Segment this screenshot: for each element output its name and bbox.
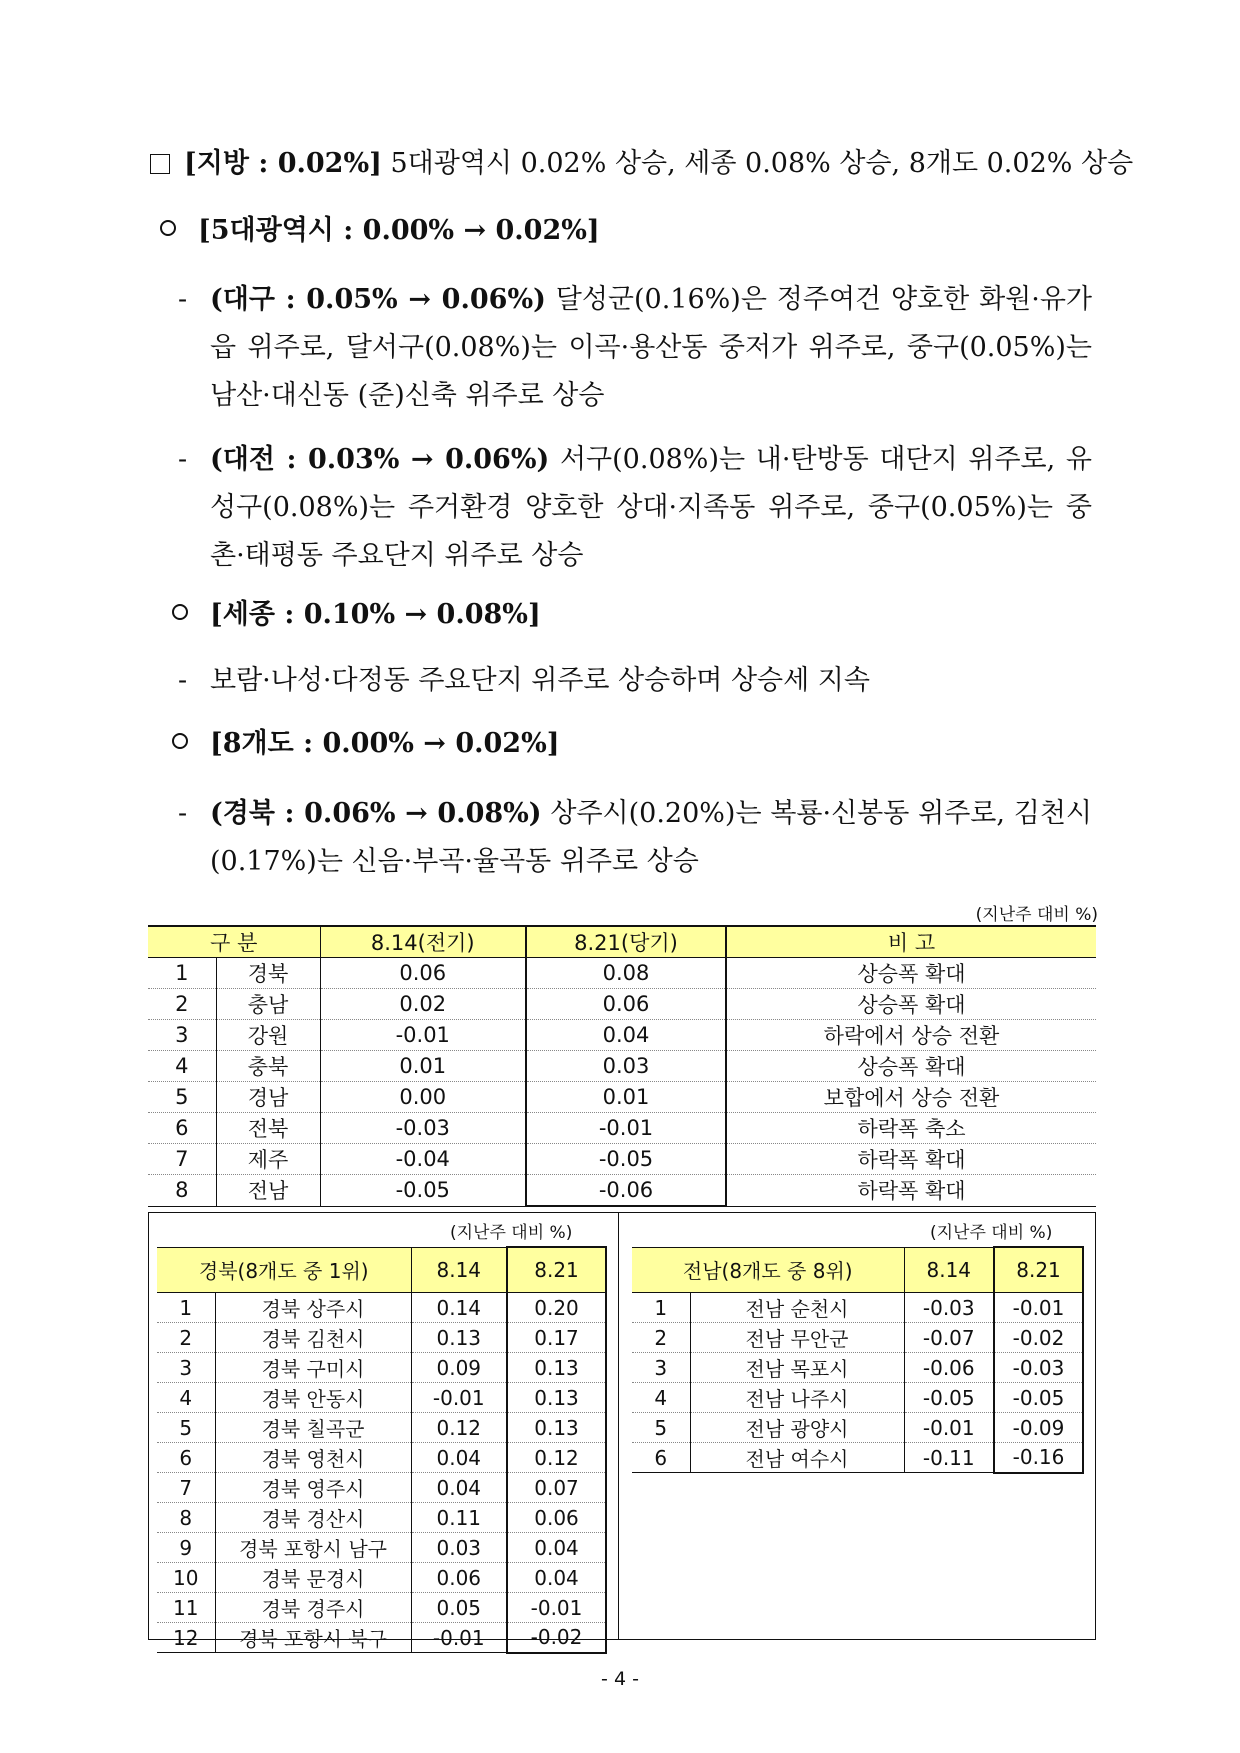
gyeongbuk-detail-table <box>157 1246 607 1654</box>
sejong-paragraph <box>210 657 1092 705</box>
table-row <box>157 1503 606 1533</box>
table-header-row <box>157 1247 606 1293</box>
cell-current-week: -0.02 <box>994 1323 1083 1353</box>
table-row <box>157 1473 606 1503</box>
cell-rank: 3 <box>632 1353 690 1383</box>
cell-current-week: -0.06 <box>526 1175 726 1207</box>
cell-rank: 4 <box>632 1383 690 1413</box>
cell-region: 경북 구미시 <box>215 1353 411 1383</box>
cell-region: 경북 포항시 북구 <box>215 1623 411 1653</box>
detail-tables-divider <box>618 1212 619 1640</box>
dash-bullet: - <box>178 798 188 829</box>
cell-rank: 8 <box>157 1503 215 1533</box>
cell-current-week: 0.06 <box>507 1503 606 1533</box>
table-row <box>632 1413 1083 1443</box>
table-row <box>148 1175 1096 1207</box>
cell-region: 경북 영주시 <box>215 1473 411 1503</box>
dash-bullet: - <box>178 284 188 315</box>
cell-prev-week: 0.06 <box>320 958 526 989</box>
cell-prev-week: -0.07 <box>904 1323 994 1353</box>
jn-header-prev: 8.14 <box>904 1247 994 1293</box>
table-row <box>632 1293 1083 1323</box>
cell-prev-week: -0.05 <box>320 1175 526 1207</box>
cell-current-week: 0.07 <box>507 1473 606 1503</box>
summary-text: 5대광역시 0.02% 상승, 세종 0.08% 상승, 8개도 0.02% 상승 <box>390 148 1134 179</box>
sejong-text: 보람·나성·다정동 주요단지 위주로 상승하며 상승세 지속 <box>210 665 870 696</box>
cell-prev-week: 0.03 <box>411 1533 507 1563</box>
cell-current-week: -0.16 <box>994 1443 1083 1473</box>
cell-rank: 7 <box>157 1473 215 1503</box>
cell-current-week: 0.13 <box>507 1383 606 1413</box>
cell-region: 전북 <box>216 1113 320 1144</box>
cell-region: 경북 <box>216 958 320 989</box>
cell-prev-week: 0.04 <box>411 1473 507 1503</box>
cell-rank: 3 <box>148 1020 216 1051</box>
table-row <box>632 1443 1083 1473</box>
cell-remarks: 상승폭 확대 <box>726 1051 1096 1082</box>
circle-bullet-icon <box>160 220 176 236</box>
circle-bullet-icon <box>172 604 188 620</box>
cell-rank: 11 <box>157 1593 215 1623</box>
cell-rank: 10 <box>157 1563 215 1593</box>
daejeon-paragraph <box>210 436 1092 580</box>
cell-current-week: -0.01 <box>507 1593 606 1623</box>
cell-prev-week: 0.11 <box>411 1503 507 1533</box>
table-row <box>632 1323 1083 1353</box>
dash-bullet: - <box>178 444 188 475</box>
cell-region: 경북 문경시 <box>215 1563 411 1593</box>
cell-remarks: 하락폭 확대 <box>726 1144 1096 1175</box>
cell-region: 경북 상주시 <box>215 1293 411 1323</box>
table-row <box>148 1113 1096 1144</box>
cell-prev-week: -0.11 <box>904 1443 994 1473</box>
provinces-heading-line <box>172 727 560 761</box>
table-row <box>157 1323 606 1353</box>
cell-rank: 6 <box>148 1113 216 1144</box>
cell-region: 경북 안동시 <box>215 1383 411 1413</box>
cell-region: 충북 <box>216 1051 320 1082</box>
summary-bracket: [지방 : 0.02%] <box>184 148 382 179</box>
cell-prev-week: 0.05 <box>411 1593 507 1623</box>
cell-rank: 5 <box>148 1082 216 1113</box>
table-row <box>632 1353 1083 1383</box>
cell-rank: 12 <box>157 1623 215 1653</box>
cell-remarks: 하락에서 상승 전환 <box>726 1020 1096 1051</box>
checkbox-square-icon <box>150 154 170 174</box>
summary-line <box>150 147 1133 181</box>
cell-prev-week: -0.06 <box>904 1353 994 1383</box>
cell-prev-week: -0.03 <box>320 1113 526 1144</box>
cell-region: 경북 포항시 남구 <box>215 1533 411 1563</box>
table-row <box>148 958 1096 989</box>
cell-current-week: 0.06 <box>526 989 726 1020</box>
cell-current-week: -0.05 <box>526 1144 726 1175</box>
cell-current-week: -0.09 <box>994 1413 1083 1443</box>
cell-prev-week: 0.01 <box>320 1051 526 1082</box>
gb-header-region: 경북(8개도 중 1위) <box>157 1247 411 1293</box>
table-row <box>632 1383 1083 1413</box>
table-row <box>157 1533 606 1563</box>
table-row <box>157 1293 606 1323</box>
cell-prev-week: 0.12 <box>411 1413 507 1443</box>
cell-region: 경북 영천시 <box>215 1443 411 1473</box>
gb-table-unit: (지난주 대비 %) <box>450 1223 573 1243</box>
cell-region: 경북 김천시 <box>215 1323 411 1353</box>
jn-header-region: 전남(8개도 중 8위) <box>632 1247 904 1293</box>
cell-prev-week: -0.01 <box>320 1020 526 1051</box>
cell-prev-week: 0.02 <box>320 989 526 1020</box>
daejeon-label: (대전 : 0.03% → 0.06%) <box>210 444 550 475</box>
sejong-heading-line <box>172 598 541 632</box>
table-row <box>157 1353 606 1383</box>
table-row <box>148 1020 1096 1051</box>
daegu-label: (대구 : 0.05% → 0.06%) <box>210 284 546 315</box>
cell-rank: 2 <box>157 1323 215 1353</box>
table-row <box>148 989 1096 1020</box>
cell-prev-week: 0.00 <box>320 1082 526 1113</box>
table-row <box>148 1144 1096 1175</box>
cell-current-week: 0.08 <box>526 958 726 989</box>
cell-prev-week: -0.01 <box>411 1623 507 1653</box>
cell-rank: 1 <box>148 958 216 989</box>
cell-current-week: 0.12 <box>507 1443 606 1473</box>
gb-header-current: 8.21 <box>507 1247 606 1293</box>
sejong-heading: [세종 : 0.10% → 0.08%] <box>210 599 541 630</box>
cell-prev-week: -0.03 <box>904 1293 994 1323</box>
cell-rank: 9 <box>157 1533 215 1563</box>
cell-current-week: 0.04 <box>507 1533 606 1563</box>
table-row <box>157 1593 606 1623</box>
table-row <box>157 1383 606 1413</box>
gyeongbuk-text: 상주시(0.20%)는 복룡·신봉동 위주로, 김천시(0.17%)는 신음·부곡·율곡동 위주로 상승 <box>210 798 1092 877</box>
header-prev-week: 8.14(전기) <box>320 926 526 958</box>
header-category: 구 분 <box>148 926 320 958</box>
cell-current-week: 0.01 <box>526 1082 726 1113</box>
cell-remarks: 하락폭 확대 <box>726 1175 1096 1207</box>
cell-current-week: 0.17 <box>507 1323 606 1353</box>
cell-current-week: 0.13 <box>507 1413 606 1443</box>
cell-region: 전남 목포시 <box>690 1353 904 1383</box>
cell-current-week: 0.03 <box>526 1051 726 1082</box>
cell-prev-week: 0.06 <box>411 1563 507 1593</box>
metro-heading-line <box>160 214 600 248</box>
provinces-heading: [8개도 : 0.00% → 0.02%] <box>210 728 560 759</box>
cell-region: 전남 광양시 <box>690 1413 904 1443</box>
table-row <box>148 1082 1096 1113</box>
main-table-unit: (지난주 대비 %) <box>975 905 1098 925</box>
cell-prev-week: 0.04 <box>411 1443 507 1473</box>
cell-region: 전남 <box>216 1175 320 1207</box>
cell-current-week: 0.13 <box>507 1353 606 1383</box>
cell-rank: 6 <box>157 1443 215 1473</box>
cell-rank: 5 <box>157 1413 215 1443</box>
cell-rank: 8 <box>148 1175 216 1207</box>
cell-prev-week: -0.05 <box>904 1383 994 1413</box>
cell-rank: 4 <box>157 1383 215 1413</box>
cell-region: 전남 순천시 <box>690 1293 904 1323</box>
gyeongbuk-paragraph <box>210 790 1092 886</box>
cell-region: 경남 <box>216 1082 320 1113</box>
table-row <box>148 1051 1096 1082</box>
cell-rank: 2 <box>148 989 216 1020</box>
table-row <box>157 1623 606 1653</box>
cell-current-week: 0.04 <box>526 1020 726 1051</box>
table-body <box>632 1293 1083 1473</box>
table-body <box>148 958 1096 1207</box>
cell-prev-week: -0.04 <box>320 1144 526 1175</box>
cell-rank: 7 <box>148 1144 216 1175</box>
cell-rank: 6 <box>632 1443 690 1473</box>
cell-region: 전남 나주시 <box>690 1383 904 1413</box>
cell-prev-week: 0.14 <box>411 1293 507 1323</box>
table-body <box>157 1293 606 1653</box>
cell-remarks: 하락폭 축소 <box>726 1113 1096 1144</box>
table-row <box>157 1443 606 1473</box>
daegu-paragraph <box>210 276 1092 420</box>
jn-header-current: 8.21 <box>994 1247 1083 1293</box>
cell-prev-week: -0.01 <box>411 1383 507 1413</box>
gyeongbuk-label: (경북 : 0.06% → 0.08%) <box>210 798 542 829</box>
header-current-week: 8.21(당기) <box>526 926 726 958</box>
cell-region: 경북 칠곡군 <box>215 1413 411 1443</box>
cell-remarks: 상승폭 확대 <box>726 958 1096 989</box>
table-row <box>157 1413 606 1443</box>
cell-current-week: -0.01 <box>526 1113 726 1144</box>
cell-current-week: -0.02 <box>507 1623 606 1653</box>
cell-rank: 4 <box>148 1051 216 1082</box>
cell-current-week: -0.03 <box>994 1353 1083 1383</box>
table-header-row <box>632 1247 1083 1293</box>
cell-rank: 1 <box>157 1293 215 1323</box>
table-header-row <box>148 926 1096 958</box>
circle-bullet-icon <box>172 733 188 749</box>
cell-rank: 1 <box>632 1293 690 1323</box>
cell-prev-week: 0.09 <box>411 1353 507 1383</box>
cell-current-week: 0.20 <box>507 1293 606 1323</box>
cell-region: 경북 경산시 <box>215 1503 411 1533</box>
cell-rank: 3 <box>157 1353 215 1383</box>
jn-table-unit: (지난주 대비 %) <box>930 1223 1053 1243</box>
cell-current-week: -0.05 <box>994 1383 1083 1413</box>
cell-rank: 2 <box>632 1323 690 1353</box>
cell-prev-week: 0.13 <box>411 1323 507 1353</box>
gb-header-prev: 8.14 <box>411 1247 507 1293</box>
header-remarks: 비 고 <box>726 926 1096 958</box>
cell-region: 경북 경주시 <box>215 1593 411 1623</box>
daejeon-text: 서구(0.08%)는 내·탄방동 대단지 위주로, 유성구(0.08%)는 주거환경 양호한 상대·지족동 위주로, 중구(0.05%)는 중촌·태평동 주요단지 위주로 상승 <box>210 444 1092 571</box>
metro-heading: [5대광역시 : 0.00% → 0.02%] <box>198 215 600 246</box>
cell-current-week: -0.01 <box>994 1293 1083 1323</box>
jeonnam-detail-table <box>632 1246 1084 1474</box>
cell-rank: 5 <box>632 1413 690 1443</box>
cell-region: 제주 <box>216 1144 320 1175</box>
cell-current-week: 0.04 <box>507 1563 606 1593</box>
cell-prev-week: -0.01 <box>904 1413 994 1443</box>
cell-region: 강원 <box>216 1020 320 1051</box>
cell-region: 전남 여수시 <box>690 1443 904 1473</box>
cell-remarks: 보합에서 상승 전환 <box>726 1082 1096 1113</box>
province-change-table <box>148 925 1096 1207</box>
cell-remarks: 상승폭 확대 <box>726 989 1096 1020</box>
table-row <box>157 1563 606 1593</box>
cell-region: 충남 <box>216 989 320 1020</box>
page-number: - 4 - <box>601 1668 639 1690</box>
daegu-text: 달성군(0.16%)은 정주여건 양호한 화원·유가읍 위주로, 달서구(0.08%)는 이곡·용산동 중저가 위주로, 중구(0.05%)는 남산·대신동 (준)신축 위주로 상승 <box>210 284 1092 411</box>
dash-bullet: - <box>178 665 188 696</box>
cell-region: 전남 무안군 <box>690 1323 904 1353</box>
